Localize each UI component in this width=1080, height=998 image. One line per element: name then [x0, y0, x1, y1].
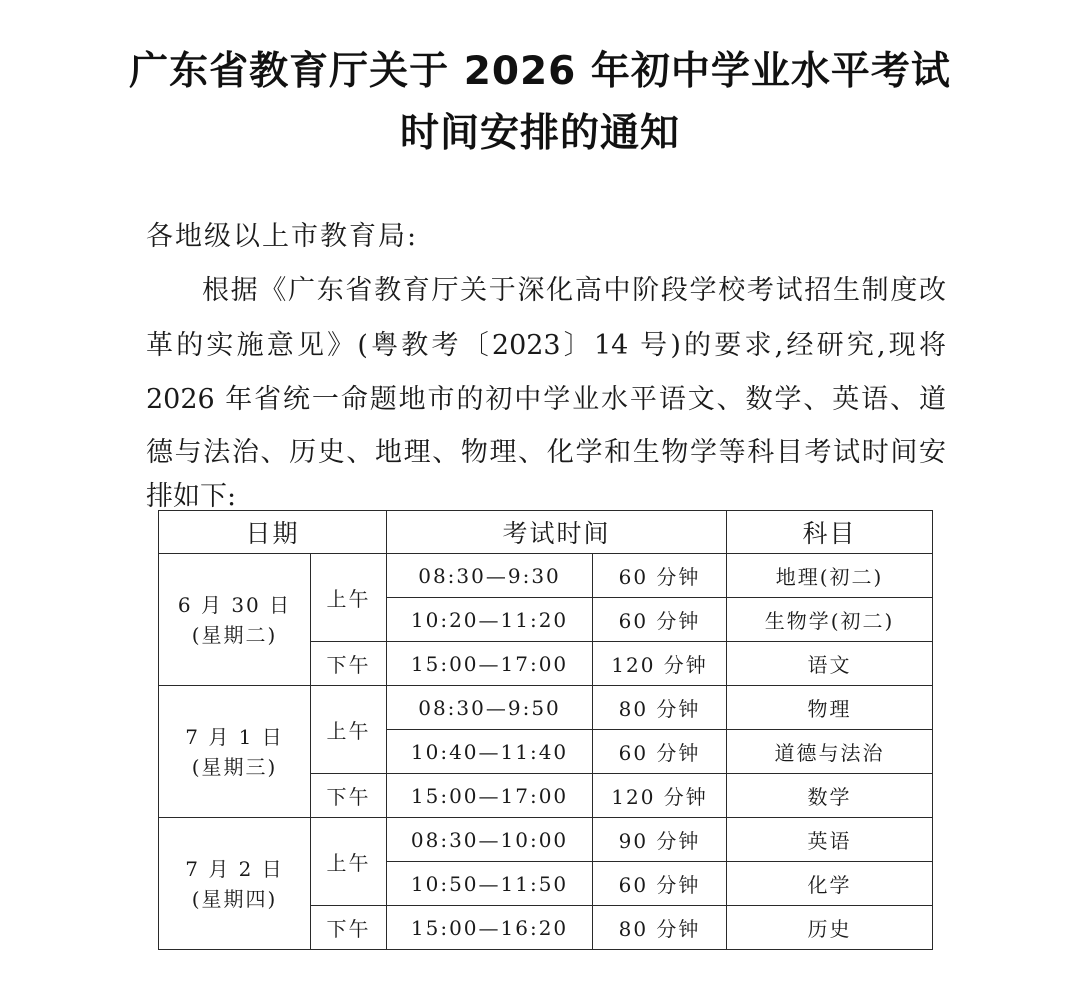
date-cell — [159, 554, 311, 686]
exam-schedule-table — [158, 510, 933, 950]
exam-time: 08:30—9:50 — [387, 686, 593, 730]
exam-duration: 60 分钟 — [593, 862, 727, 906]
exam-subject: 历史 — [727, 906, 933, 950]
exam-time: 08:30—9:30 — [387, 554, 593, 598]
exam-subject: 地理(初二) — [727, 554, 933, 598]
body-paragraph-line: 德与法治、历史、地理、物理、化学和生物学等科目考试时间安 — [146, 437, 946, 468]
exam-subject: 化学 — [727, 862, 933, 906]
exam-subject: 物理 — [727, 686, 933, 730]
exam-time: 10:20—11:20 — [387, 598, 593, 642]
exam-duration: 90 分钟 — [593, 818, 727, 862]
exam-subject: 英语 — [727, 818, 933, 862]
header-subject: 科目 — [727, 511, 933, 554]
exam-subject: 语文 — [727, 642, 933, 686]
date-label: 6 月 30 日 — [177, 592, 292, 617]
table-header-row — [159, 511, 933, 554]
exam-subject: 道德与法治 — [727, 730, 933, 774]
table-row — [159, 554, 933, 598]
exam-subject: 生物学(初二) — [727, 598, 933, 642]
exam-duration: 60 分钟 — [593, 730, 727, 774]
exam-duration: 80 分钟 — [593, 686, 727, 730]
exam-time: 10:40—11:40 — [387, 730, 593, 774]
document-title-line-2: 时间安排的通知 — [399, 111, 680, 156]
exam-duration: 60 分钟 — [593, 554, 727, 598]
header-exam-time: 考试时间 — [387, 511, 727, 554]
weekday-label: (星期二) — [191, 622, 278, 647]
exam-subject: 数学 — [727, 774, 933, 818]
exam-duration: 120 分钟 — [593, 774, 727, 818]
body-paragraph-line: 根据《广东省教育厅关于深化高中阶段学校考试招生制度改 — [202, 275, 946, 306]
body-paragraph-line: 2026 年省统一命题地市的初中学业水平语文、数学、英语、道 — [146, 384, 946, 415]
exam-time: 10:50—11:50 — [387, 862, 593, 906]
exam-time: 15:00—16:20 — [387, 906, 593, 950]
salutation: 各地级以上市教育局: — [146, 221, 419, 252]
body-paragraph-line: 排如下: — [146, 481, 237, 512]
morning-label: 上午 — [311, 818, 387, 906]
table-row — [159, 686, 933, 730]
weekday-label: (星期四) — [191, 886, 278, 911]
date-label: 7 月 2 日 — [185, 856, 284, 881]
document-title-line-1: 广东省教育厅关于 2026 年初中学业水平考试 — [129, 49, 951, 94]
morning-label: 上午 — [311, 686, 387, 774]
date-cell — [159, 818, 311, 950]
exam-time: 08:30—10:00 — [387, 818, 593, 862]
date-label: 7 月 1 日 — [185, 724, 284, 749]
exam-time: 15:00—17:00 — [387, 642, 593, 686]
exam-duration: 120 分钟 — [593, 642, 727, 686]
header-date: 日期 — [159, 511, 387, 554]
afternoon-label: 下午 — [311, 906, 387, 950]
date-cell — [159, 686, 311, 818]
exam-time: 15:00—17:00 — [387, 774, 593, 818]
table-row — [159, 818, 933, 862]
exam-duration: 80 分钟 — [593, 906, 727, 950]
exam-duration: 60 分钟 — [593, 598, 727, 642]
afternoon-label: 下午 — [311, 774, 387, 818]
body-paragraph-line: 革的实施意见》(粤教考〔2023〕14 号)的要求,经研究,现将 — [146, 330, 946, 361]
afternoon-label: 下午 — [311, 642, 387, 686]
morning-label: 上午 — [311, 554, 387, 642]
weekday-label: (星期三) — [191, 754, 278, 779]
